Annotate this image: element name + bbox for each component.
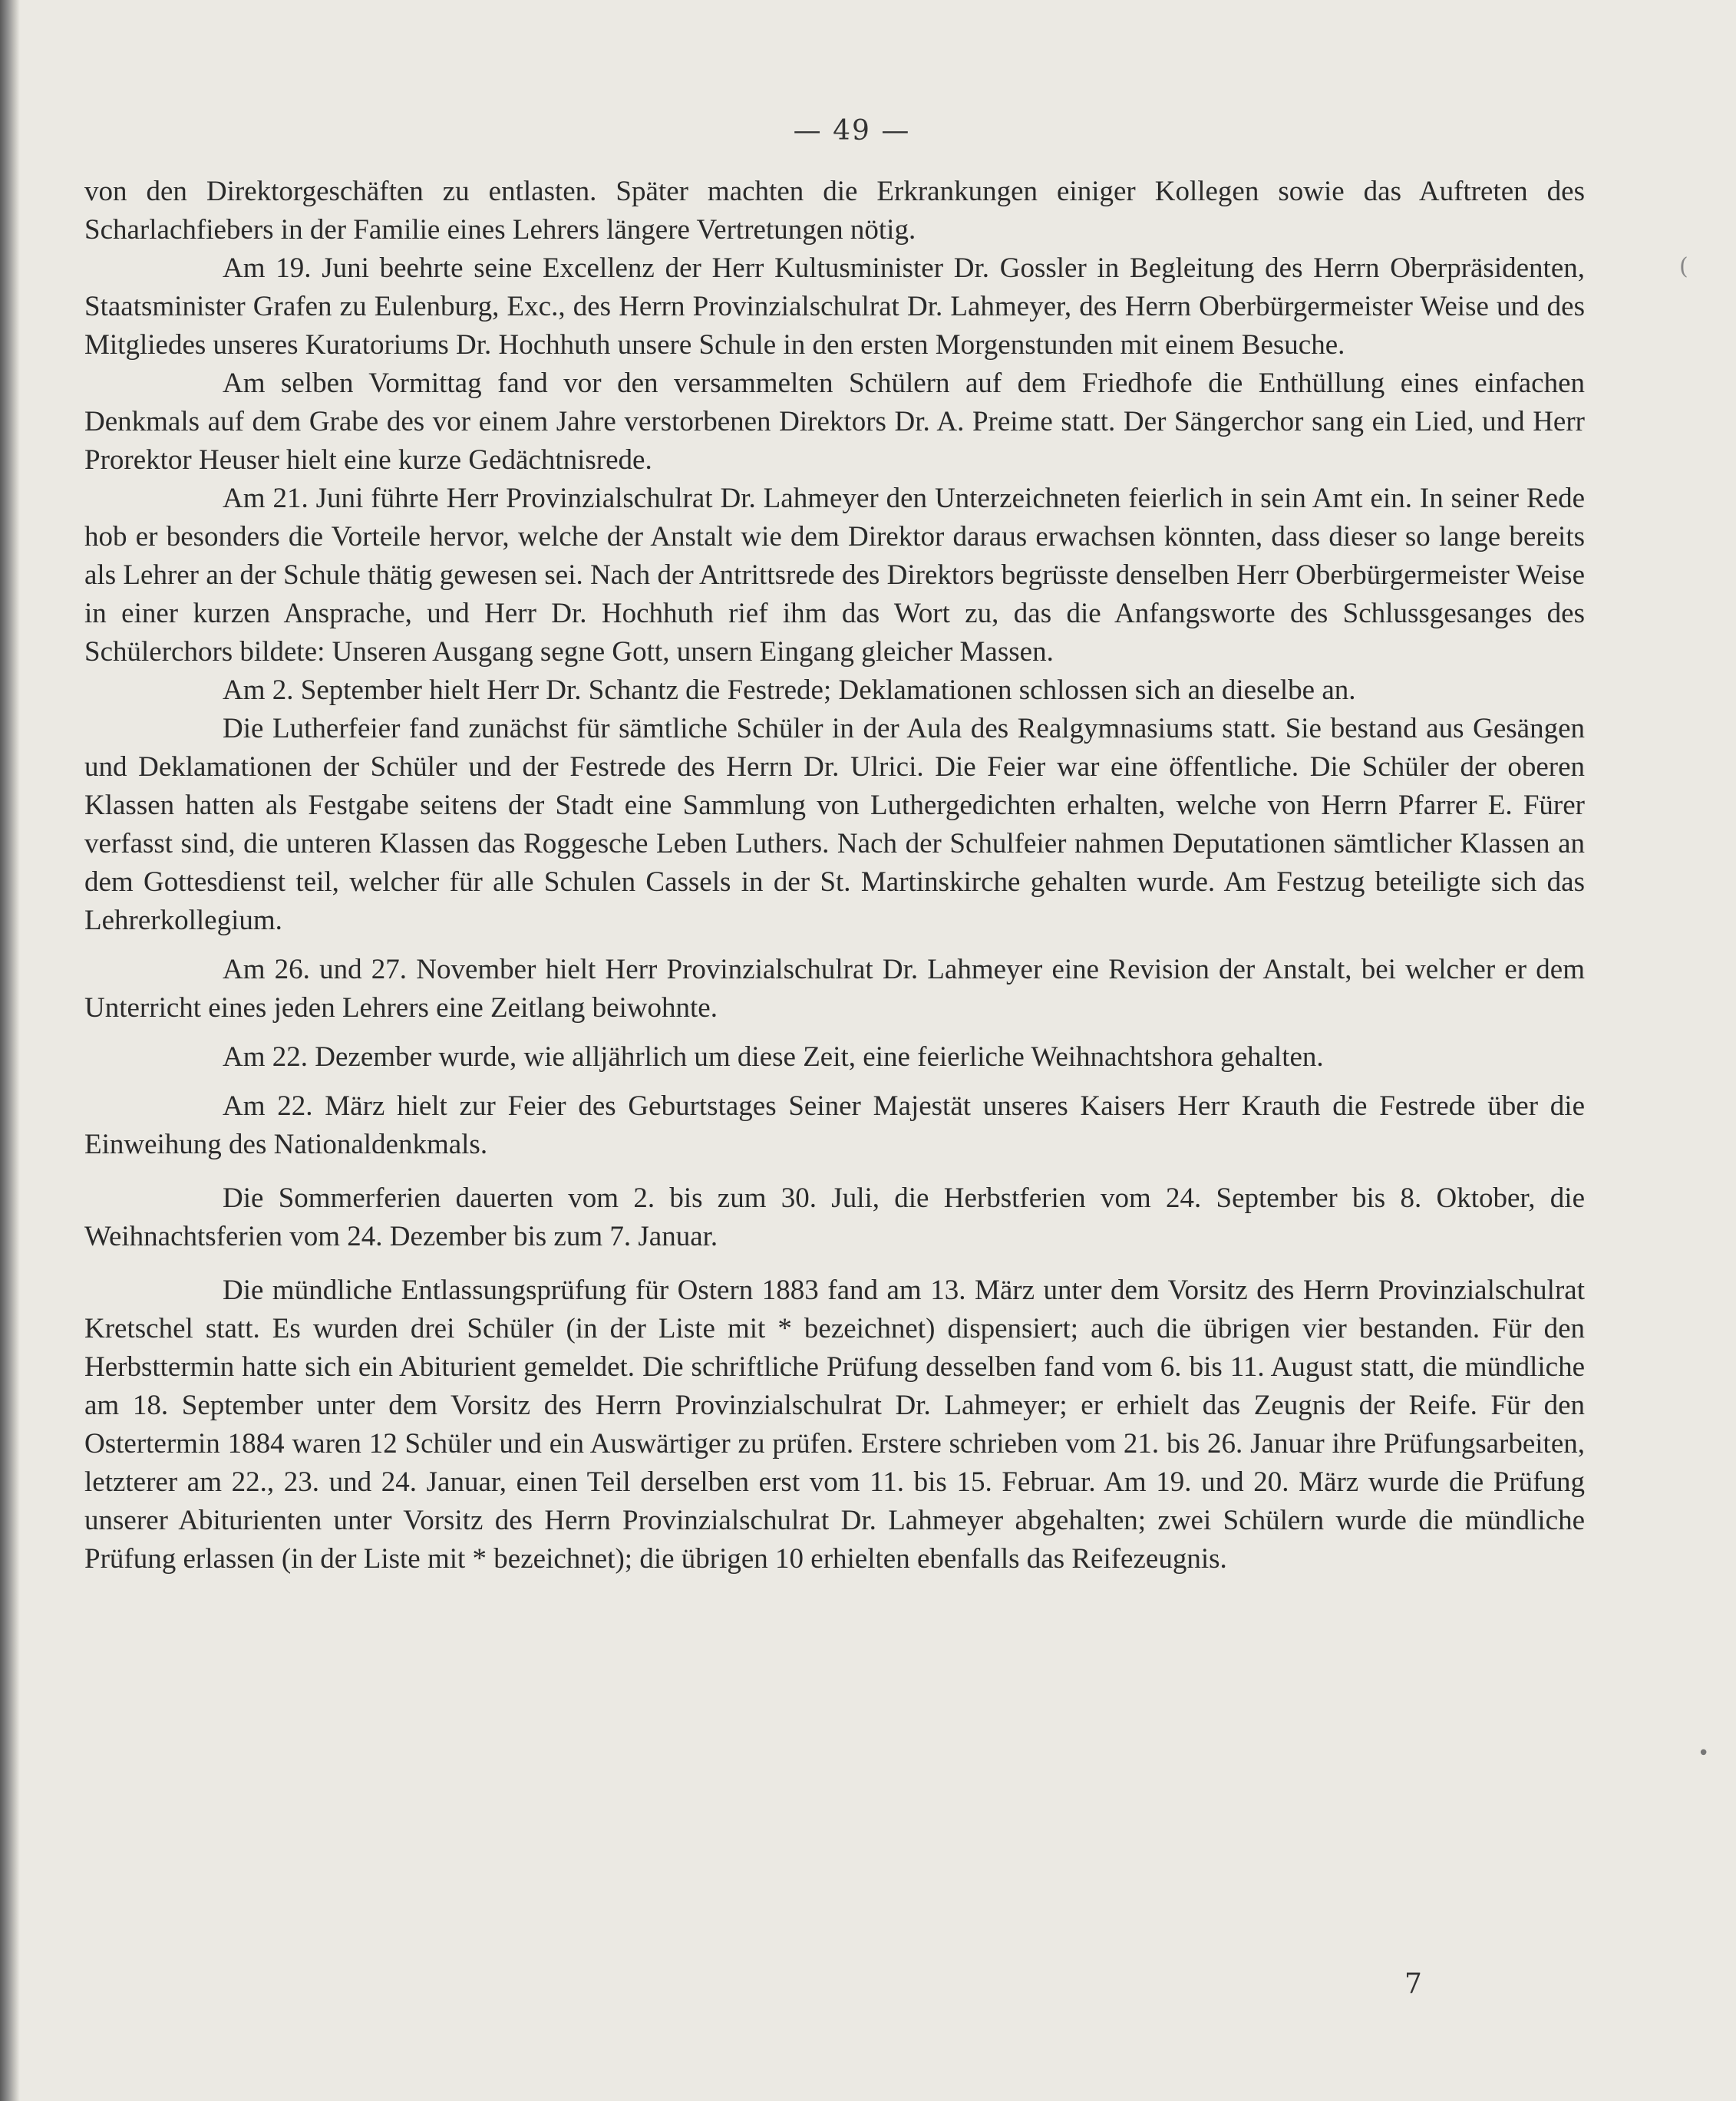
paragraph-luther-celebration: Die Lutherfeier fand zunächst für sämtliche Schüler in der Aula des Realgymnasiums statt. Sie bestand aus Gesängen und Deklamationen der Schüler und der Festrede des Herrn Dr. Ulrici. Die Feier war eine öffentliche. Die Schüler der oberen Klassen hatten als Festgabe seitens der Stadt eine Sammlung von Luthergedichten erhalten, welche von Herrn Pfarrer E. Fürer verfasst sind, die unteren Klassen das Roggesche Leben Luthers. Nach der Schulfeier nahmen Deputationen sämtlicher Klassen an dem Gottesdienst teil, welcher für alle Schulen Cassels in der St. Martinskirche gehalten wurde. Am Festzug beteiligte sich das Lehrerkollegium. [84, 713, 1585, 936]
paragraph-revision: Am 26. und 27. November hielt Herr Provinzialschulrat Dr. Lahmeyer eine Revision der Anstalt, bei welcher er dem Unterricht eines jeden Lehrers eine Zeitlang beiwohnte. [84, 954, 1585, 1024]
scan-edge-shadow [0, 0, 20, 2101]
sheet-signature: 7 [1404, 1968, 1422, 2000]
paragraph-holidays: Die Sommerferien dauerten vom 2. bis zum 30. Juli, die Herbstferien vom 24. September bis 8. Oktober, die Weihnachtsferien vom 24. Dezember bis zum 7. Januar. [84, 1182, 1585, 1252]
paragraph-sedan-celebration: Am 2. September hielt Herr Dr. Schantz die Festrede; Deklamationen schlossen sich an dieselbe an. [223, 674, 1356, 706]
paragraph-christmas: Am 22. Dezember wurde, wie alljährlich um diese Zeit, eine feierliche Weihnachtshora gehalten. [223, 1041, 1324, 1073]
stray-dot-mark: • [1698, 1742, 1710, 1765]
paragraph-continuation: von den Direktorgeschäften zu entlasten. Später machten die Erkrankungen einiger Kollegen sowie das Auftreten des Scharlachfiebers in der Familie eines Lehrers längere Vertretungen nötig. [84, 176, 1585, 246]
paragraph-memorial: Am selben Vormittag fand vor den versammelten Schülern auf dem Friedhofe die Enthüllung eines einfachen Denkmals auf dem Grabe des vor einem Jahre verstorbenen Direktors Dr. A. Preime statt. Der Sängerchor sang ein Lied, und Herr Prorektor Heuser hielt eine kurze Gedächtnisrede. [84, 368, 1585, 476]
paragraph-examinations: Die mündliche Entlassungsprüfung für Ostern 1883 fand am 13. März unter dem Vorsitz des Herrn Provinzialschulrat Kretschel statt. Es wurden drei Schüler (in der Liste mit * bezeichnet) dispensiert; auch die übrigen vier bestanden. Für den Herbsttermin hatte sich ein Abiturient gemeldet. Die schriftliche Prüfung desselben fand vom 6. bis 11. August statt, die mündliche am 18. September unter dem Vorsitz des Herrn Provinzialschulrat Dr. Lahmeyer; er erhielt das Zeugnis der Reife. Für den Ostertermin 1884 waren 12 Schüler und ein Auswärtiger zu prüfen. Erstere schrieben vom 21. bis 26. Januar ihre Prüfungsarbeiten, letzterer am 22., 23. und 24. Januar, einen Teil derselben erst vom 11. bis 15. Februar. Am 19. und 20. März wurde die Prüfung unserer Abiturienten unter Vorsitz des Herrn Provinzialschulrat Dr. Lahmeyer abgehalten; zwei Schülern wurde die mündliche Prüfung erlassen (in der Liste mit * bezeichnet); die übrigen 10 erhielten ebenfalls das Reifezeugnis. [84, 1275, 1585, 1575]
body-text [84, 173, 1585, 1578]
margin-mark: ( [1679, 253, 1688, 280]
paragraph-emperor-birthday: Am 22. März hielt zur Feier des Geburtstages Seiner Majestät unseres Kaisers Herr Krauth die Festrede über die Einweihung des Nationaldenkmals. [84, 1090, 1585, 1160]
page-number: — 49 — [793, 115, 911, 147]
paragraph-inauguration: Am 21. Juni führte Herr Provinzialschulrat Dr. Lahmeyer den Unterzeichneten feierlich in sein Amt ein. In seiner Rede hob er besonders die Vorteile hervor, welche der Anstalt wie dem Direktor daraus erwachsen könnten, dass dieser so lange bereits als Lehrer an der Schule thätig gewesen sei. Nach der Antrittsrede des Direktors begrüsste denselben Herr Oberbürgermeister Weise in einer kurzen Ansprache, und Herr Dr. Hochhuth rief ihm das Wort zu, das die Anfangsworte des Schlussgesanges des Schülerchors bildete: Unseren Ausgang segne Gott, unsern Eingang gleicher Massen. [84, 483, 1585, 668]
paragraph-minister-visit: Am 19. Juni beehrte seine Excellenz der Herr Kultusminister Dr. Gossler in Begleitung des Herrn Oberpräsidenten, Staatsminister Grafen zu Eulenburg, Exc., des Herrn Provinzialschulrat Dr. Lahmeyer, des Herrn Oberbürgermeister Weise und des Mitgliedes unseres Kuratoriums Dr. Hochhuth unsere Schule in den ersten Morgenstunden mit einem Besuche. [84, 252, 1585, 361]
